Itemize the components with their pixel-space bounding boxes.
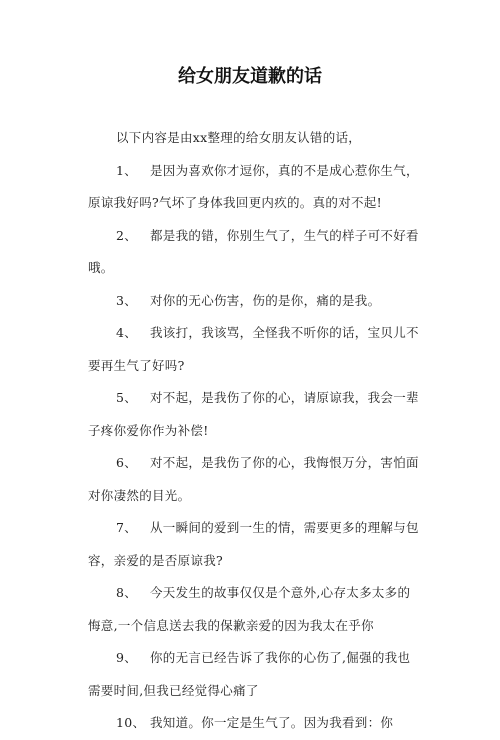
list-item xyxy=(88,447,420,512)
item-text: 对不起，是我伤了你的心，我悔恨万分，害怕面对你凄然的目光。 xyxy=(88,455,419,503)
list-item xyxy=(88,707,420,740)
item-number: 3、 xyxy=(116,292,138,308)
item-number: 5、 xyxy=(116,390,138,405)
item-text: 都是我的错，你别生气了，生气的样子可不好看哦。 xyxy=(88,227,419,275)
intro-paragraph: 以下内容是由xx整理的给女朋友认错的话， xyxy=(116,130,362,145)
item-text: 对不起，是我伤了你的心，请原谅我，我会一辈子疼你爱你作为补偿! xyxy=(88,390,419,438)
item-number: 8、 xyxy=(116,585,138,600)
item-number: 1、 xyxy=(116,162,138,178)
list-item xyxy=(88,220,420,285)
item-text: 今天发生的故事仅仅是个意外,心存太多太多的悔意,一个信息送去我的保歉亲爱的因为我太在乎你 xyxy=(88,585,411,633)
document-title: 给女朋友道歉的话 xyxy=(178,66,322,87)
item-number: 10、 xyxy=(116,715,146,730)
list-item xyxy=(88,577,420,642)
item-text: 你的无言已经告诉了我你的心伤了,倔强的我也需要时间,但我已经觉得心痛了 xyxy=(88,650,411,698)
list-item xyxy=(88,155,420,220)
list-item xyxy=(88,642,420,707)
item-text: 从一瞬间的爱到一生的情，需要更多的理解与包容，亲爱的是否原谅我? xyxy=(88,520,419,568)
item-text: 是因为喜欢你才逗你，真的不是成心惹你生气，原谅我好吗?气坏了身体我回更内疚的。真的对不起! xyxy=(88,162,419,210)
list-item xyxy=(88,317,420,382)
item-number: 6、 xyxy=(116,455,138,470)
item-number: 7、 xyxy=(116,520,138,535)
item-number: 4、 xyxy=(116,325,138,340)
item-text: 我知道。你一定是生气了。因为我看到：你 xyxy=(150,715,394,730)
document-body xyxy=(88,122,420,740)
item-number: 9、 xyxy=(116,650,138,665)
list-item xyxy=(88,512,420,577)
item-text: 我该打，我该骂，全怪我不听你的话，宝贝儿不要再生气了好吗? xyxy=(88,325,419,373)
list-item xyxy=(88,285,420,318)
item-number: 2、 xyxy=(116,227,138,243)
list-item xyxy=(88,382,420,447)
item-text: 对你的无心伤害，伤的是你，痛的是我。 xyxy=(150,292,381,308)
